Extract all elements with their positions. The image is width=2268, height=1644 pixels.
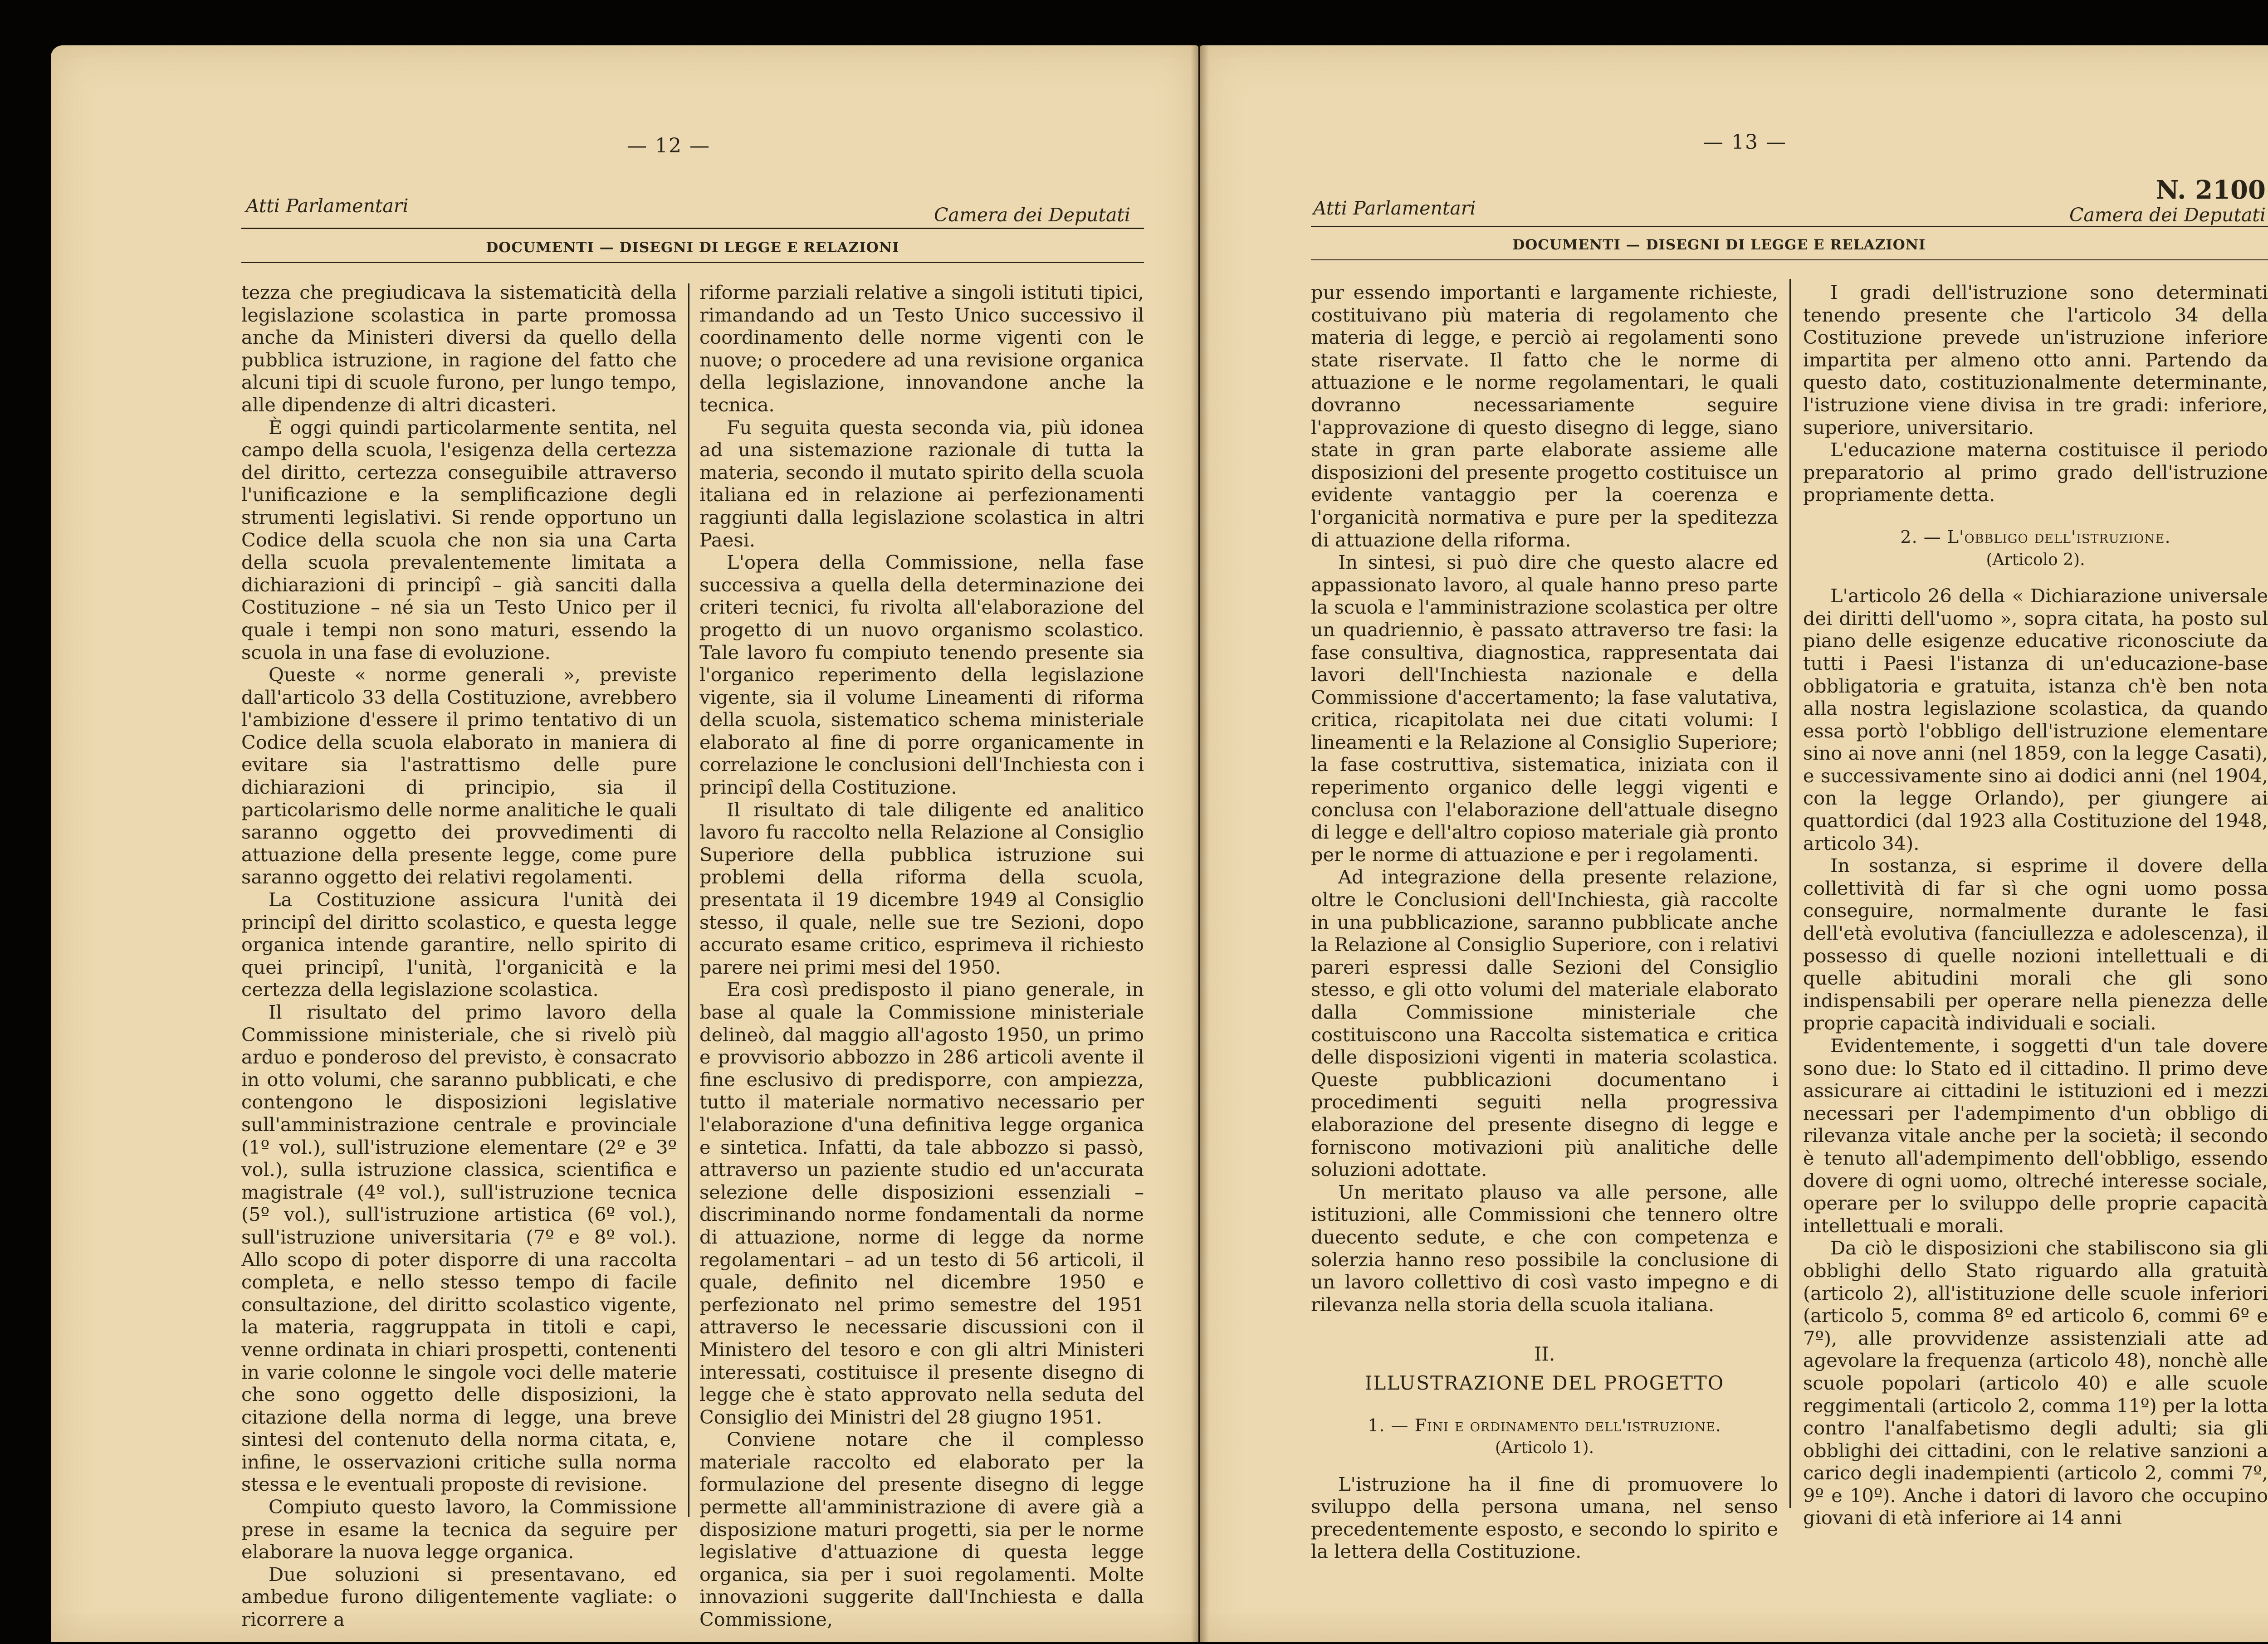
left-doc-rule bbox=[241, 262, 1144, 263]
paragraph: Evidentemente, i soggetti d'un tale dovere sono due: lo Stato ed il cittadino. Il primo deve assicurare ai cittadini le istituzioni ed i mezzi necessari per l'adempimento d'un obbligo di rilevanza vitale anche per la società; il secondo è tenuto all'adempimento dell'obbligo, essendo dovere di ogni uomo, oltreché interesse sociale, operare per lo sviluppo delle proprie capacità intellettuali e morali. bbox=[1803, 1034, 2268, 1237]
left-page bbox=[51, 45, 1198, 1642]
left-column-2 bbox=[699, 281, 1144, 1631]
paragraph: pur essendo importanti e largamente richieste, costituivano più materia di regolamento che materia di legge, e perciò ai regolamenti sono state riservate. Il fatto che le norme di attuazione e le norme regolamentari, le quali dovranno necessariamente seguire l'approvazione di questo disegno di legge, siano state in gran parte elaborate assieme alle disposizioni del presente progetto costituisce un evidente vantaggio per la coerenza e l'organicità normativa e pure per la speditezza di attuazione della riforma. bbox=[1311, 281, 1778, 551]
paragraph: La Costituzione assicura l'unità dei principî del diritto scolastico, e questa legge organica intende garantire, nello spirito di quei principî, l'unità, l'organicità e la certezza della legislazione scolastica. bbox=[241, 888, 677, 1001]
paragraph: L'educazione materna costituisce il periodo preparatorio al primo grado dell'istruzione propriamente detta. bbox=[1803, 439, 2268, 506]
book-gutter bbox=[1191, 45, 1209, 1642]
paragraph: Queste « norme generali », previste dall'articolo 33 della Costituzione, avrebbero l'ambizione d'essere il primo tentativo di un Codice della scuola elaborato in maniera di evitare sia l'astrattismo delle pure dichiarazioni di principio, sia il particolarismo delle norme analitiche le quali saranno oggetto dei provvedimenti di attuazione della presente legge, come pure saranno oggetto dei relativi regolamenti. bbox=[241, 663, 677, 888]
paragraph: Il risultato di tale diligente ed analitico lavoro fu raccolto nella Relazione al Consiglio Superiore della pubblica istruzione sui problemi della riforma della scuola, presentata il 19 dicembre 1949 al Consiglio stesso, il quale, nelle sue tre Sezioni, dopo accurato esame critico, esprimeva il richiesto parere nei primi mesi del 1950. bbox=[699, 798, 1144, 978]
paragraph: Fu seguita questa seconda via, più idonea ad una sistemazione razionale di tutta la materia, secondo il mutato spirito della scuola italiana ed in relazione ai perfezionamenti raggiunti dalla legislazione scolastica in altri Paesi. bbox=[699, 416, 1144, 551]
left-header-rule bbox=[241, 228, 1144, 229]
paragraph: Il risultato del primo lavoro della Commissione ministeriale, che si rivelò più arduo e ponderoso del previsto, è consacrato in otto volumi, che saranno pubblicati, e che contengono le disposizioni legislative sull'amministrazione centrale e provinciale (1º vol.), sull'istruzione elementare (2º e 3º vol.), sulla istruzione classica, scientifica e magistrale (4º vol.), sull'istruzione tecnica (5º vol.), sull'istruzione artistica (6º vol.), sull'istruzione universitaria (7º e 8º vol.). Allo scopo di poter disporre di una raccolta completa, e nello stesso tempo di facile consultazione, del diritto scolastico vigente, la materia, raggruppata in titoli e capi, venne ordinata in chiari prospetti, contenenti in varie colonne le singole voci delle materie che sono oggetto delle disposizioni, la citazione della norma di legge, una breve sintesi del contenuto della norma citata, e, infine, le osservazioni critiche sulla norma stessa e le eventuali proposte di revisione. bbox=[241, 1001, 677, 1496]
left-header-atti: Atti Parlamentari bbox=[246, 195, 409, 217]
paragraph: I gradi dell'istruzione sono determinati tenendo presente che l'articolo 34 della Costituzione prevede un'istruzione inferiore impartita per almeno otto anni. Partendo da questo dato, costituzionalmente determinante, l'istruzione viene divisa in tre gradi: inferiore, superiore, universitario. bbox=[1803, 281, 2268, 439]
right-column-2 bbox=[1803, 281, 2268, 1529]
paragraph: L'opera della Commissione, nella fase successiva a quella della determinazione dei criteri tecnici, fu rivolta all'elaborazione del progetto di un nuovo organismo scolastico. Tale lavoro fu compiuto tenendo presente sia l'organico reperimento della legislazione vigente, sia il volume Lineamenti di riforma della scuola, sistematico schema ministeriale elaborato al fine di porre organicamente in correlazione le conclusioni dell'Inchiesta con i principî della Costituzione. bbox=[699, 551, 1144, 799]
right-header-atti: Atti Parlamentari bbox=[1313, 197, 1476, 219]
right-page bbox=[1200, 45, 2268, 1642]
right-document-line: DOCUMENTI — DISEGNI DI LEGGE E RELAZIONI bbox=[1512, 237, 1926, 253]
right-header-camera: Camera dei Deputati bbox=[2069, 204, 2266, 226]
paragraph: Da ciò le disposizioni che stabiliscono sia gli obblighi dello Stato riguardo alla gratuità (articolo 2), all'istituzione delle scuole inferiori (articolo 5, comma 8º ed articolo 6, commi 6º e 7º), alle provvidenze assistenziali atte ad agevolare la frequenza (articolo 48), nonchè alle scuole popolari (articolo 40) e alle scuole reggimentali (articolo 2, comma 11º) per la lotta contro l'analfabetismo degli adulti; sia gli obblighi dei cittadini, con le relative sanzioni a carico degli inadempienti (articolo 2, commi 7º, 9º e 10º). Anche i datori di lavoro che occupino giovani di età inferiore ai 14 anni bbox=[1803, 1237, 2268, 1529]
subsection-1-title: 1. — Fini e ordinamento dell'istruzione. bbox=[1368, 1415, 1721, 1435]
paragraph: Ad integrazione della presente relazione, oltre le Conclusioni dell'Inchiesta, già raccolte in una pubblicazione, saranno pubblicate anche la Relazione al Consiglio Superiore, con i relativi pareri espressi dalle Sezioni del Consiglio stesso, e gli otto volumi del materiale elaborato dalla Commissione ministeriale che costituiscono una Raccolta sistematica e critica delle disposizioni vigenti in materia scolastica. Queste pubblicazioni documentano i procedimenti seguiti nella progressiva elaborazione del presente disegno di legge e forniscono motivazioni più analitiche delle soluzioni adottate. bbox=[1311, 866, 1778, 1181]
paragraph: In sintesi, si può dire che questo alacre ed appassionato lavoro, al quale hanno preso parte la scuola e l'amministrazione scolastica per oltre un quadriennio, è passato attraverso tre fasi: la fase consultiva, diagnostica, rappresentata dai lavori dell'Inchiesta nazionale e della Commissione d'accertamento; la fase valutativa, critica, ricapitolata nei due citati volumi: I lineamenti e la Relazione al Consiglio Superiore; la fase costruttiva, sistematica, iniziata con il reperimento organico delle leggi vigenti e conclusa con l'elaborazione dell'attuale disegno di legge e dell'altro copioso materiale già pronto per le norme di attuazione e per i regolamenti. bbox=[1311, 551, 1778, 866]
paragraph: tezza che pregiudicava la sistematicità della legislazione scolastica in parte promossa anche da Ministeri diversi da quello della pubblica istruzione, in ragione del fatto che alcuni tipi di scuole furono, per lungo tempo, alle dipendenze di altri dicasteri. bbox=[241, 281, 677, 416]
paragraph: L'articolo 26 della « Dichiarazione universale dei diritti dell'uomo », sopra citata, ha posto sul piano delle esigenze educative riconosciute da tutti i Paesi l'istanza di un'educazione-base obbligatoria e gratuita, istanza ch'è ben nota alla nostra legislazione scolastica, da quando essa portò l'obbligo dell'istruzione elementare sino ai nove anni (nel 1859, con la legge Casati), e successivamente sino ai dodici anni (nel 1904, con la legge Orlando), per giungere ai quattordici (dal 1923 alla Costituzione del 1948, articolo 34). bbox=[1803, 585, 2268, 854]
left-header-camera: Camera dei Deputati bbox=[934, 204, 1130, 226]
subsection-2-title: 2. — L'obbligo dell'istruzione. bbox=[1900, 527, 2171, 547]
left-column-divider bbox=[688, 283, 689, 1517]
right-column-1 bbox=[1311, 281, 1778, 1563]
paragraph: Conviene notare che il complesso materiale raccolto ed elaborato per la formulazione del presente disegno di legge permette all'amministrazione di avere già a disposizione maturi progetti, sia per le norme legislative d'attuazione di questa legge organica, sia per i suoi regolamenti. Molte innovazioni suggerite dall'Inchiesta e dalla Commissione, bbox=[699, 1428, 1144, 1631]
section-title: ILLUSTRAZIONE DEL PROGETTO bbox=[1364, 1371, 1725, 1394]
paragraph: Due soluzioni si presentavano, ed ambedue furono diligentemente vagliate: o ricorrere a bbox=[241, 1563, 677, 1631]
right-doc-rule bbox=[1311, 259, 2268, 260]
section-number: II. bbox=[1534, 1343, 1555, 1366]
paragraph: È oggi quindi particolarmente sentita, nel campo della scuola, l'esigenza della certezza del diritto, certezza conseguibile attraverso l'unificazione e la semplificazione degli strumenti legislativi. Si rende opportuno un Codice della scuola che non sia una Carta della scuola prevalentemente limitata a dichiarazioni di principî – già sanciti dalla Costituzione – né sia un Testo Unico per il quale i tempi non sono maturi, essendo la scuola in una fase di evoluzione. bbox=[241, 416, 677, 663]
left-page-number: — 12 — bbox=[627, 134, 710, 157]
right-page-number: — 13 — bbox=[1703, 131, 1787, 154]
document-number: N. 2100 bbox=[2156, 175, 2266, 205]
paragraph: L'istruzione ha il fine di promuovere lo sviluppo della persona umana, nel senso precedentemente esposto, e secondo lo spirito e la lettera della Costituzione. bbox=[1311, 1473, 1778, 1563]
left-column-1 bbox=[241, 281, 677, 1631]
paragraph: In sostanza, si esprime il dovere della collettività di far sì che ogni uomo possa conseguire, normalmente durante le fasi dell'età evolutiva (fanciullezza e adolescenza), il possesso di quelle nozioni intellettuali e di quelle abitudini morali che gli sono indispensabili per operare nella pienezza delle proprie capacità individuali e sociali. bbox=[1803, 854, 2268, 1034]
paragraph: riforme parziali relative a singoli istituti tipici, rimandando ad un Testo Unico successivo il coordinamento delle norme vigenti con le nuove; o procedere ad una revisione organica della legislazione, innovandone anche la tecnica. bbox=[699, 281, 1144, 416]
right-column-divider bbox=[1789, 279, 1791, 1508]
paragraph: Compiuto questo lavoro, la Commissione prese in esame la tecnica da seguire per elaborare la nuova legge organica. bbox=[241, 1496, 677, 1563]
subsection-1-article: (Articolo 1). bbox=[1495, 1439, 1594, 1458]
paragraph: Un meritato plauso va alle persone, alle istituzioni, alle Commissioni che tennero oltre duecento sedute, e che con competenza e solerzia hanno reso possibile la conclusione di un lavoro collettivo di così vasto impegno e di rilevanza nella storia della scuola italiana. bbox=[1311, 1181, 1778, 1316]
left-document-line: DOCUMENTI — DISEGNI DI LEGGE E RELAZIONI bbox=[486, 239, 899, 256]
subsection-2-article: (Articolo 2). bbox=[1986, 550, 2085, 569]
right-header-rule bbox=[1311, 226, 2268, 227]
paragraph: Era così predisposto il piano generale, in base al quale la Commissione ministeriale delineò, dal maggio all'agosto 1950, un primo e provvisorio abbozzo in 286 articoli avente il fine esclusivo di predisporre, con ampiezza, tutto il materiale normativo necessario per l'elaborazione d'una definitiva legge organica e sintetica. Infatti, da tale abbozzo si passò, attraverso un paziente studio ed un'accurata selezione delle disposizioni essenziali – discriminando norme fondamentali da norme di attuazione, norme di legge da norme regolamentari – ad un testo di 56 articoli, il quale, definito nel dicembre 1950 e perfezionato nel primo semestre del 1951 attraverso le necessarie discussioni con il Ministero del tesoro e con gli altri Ministeri interessati, costituisce il presente disegno di legge che è stato approvato nella seduta del Consiglio dei Ministri del 28 giugno 1951. bbox=[699, 978, 1144, 1428]
